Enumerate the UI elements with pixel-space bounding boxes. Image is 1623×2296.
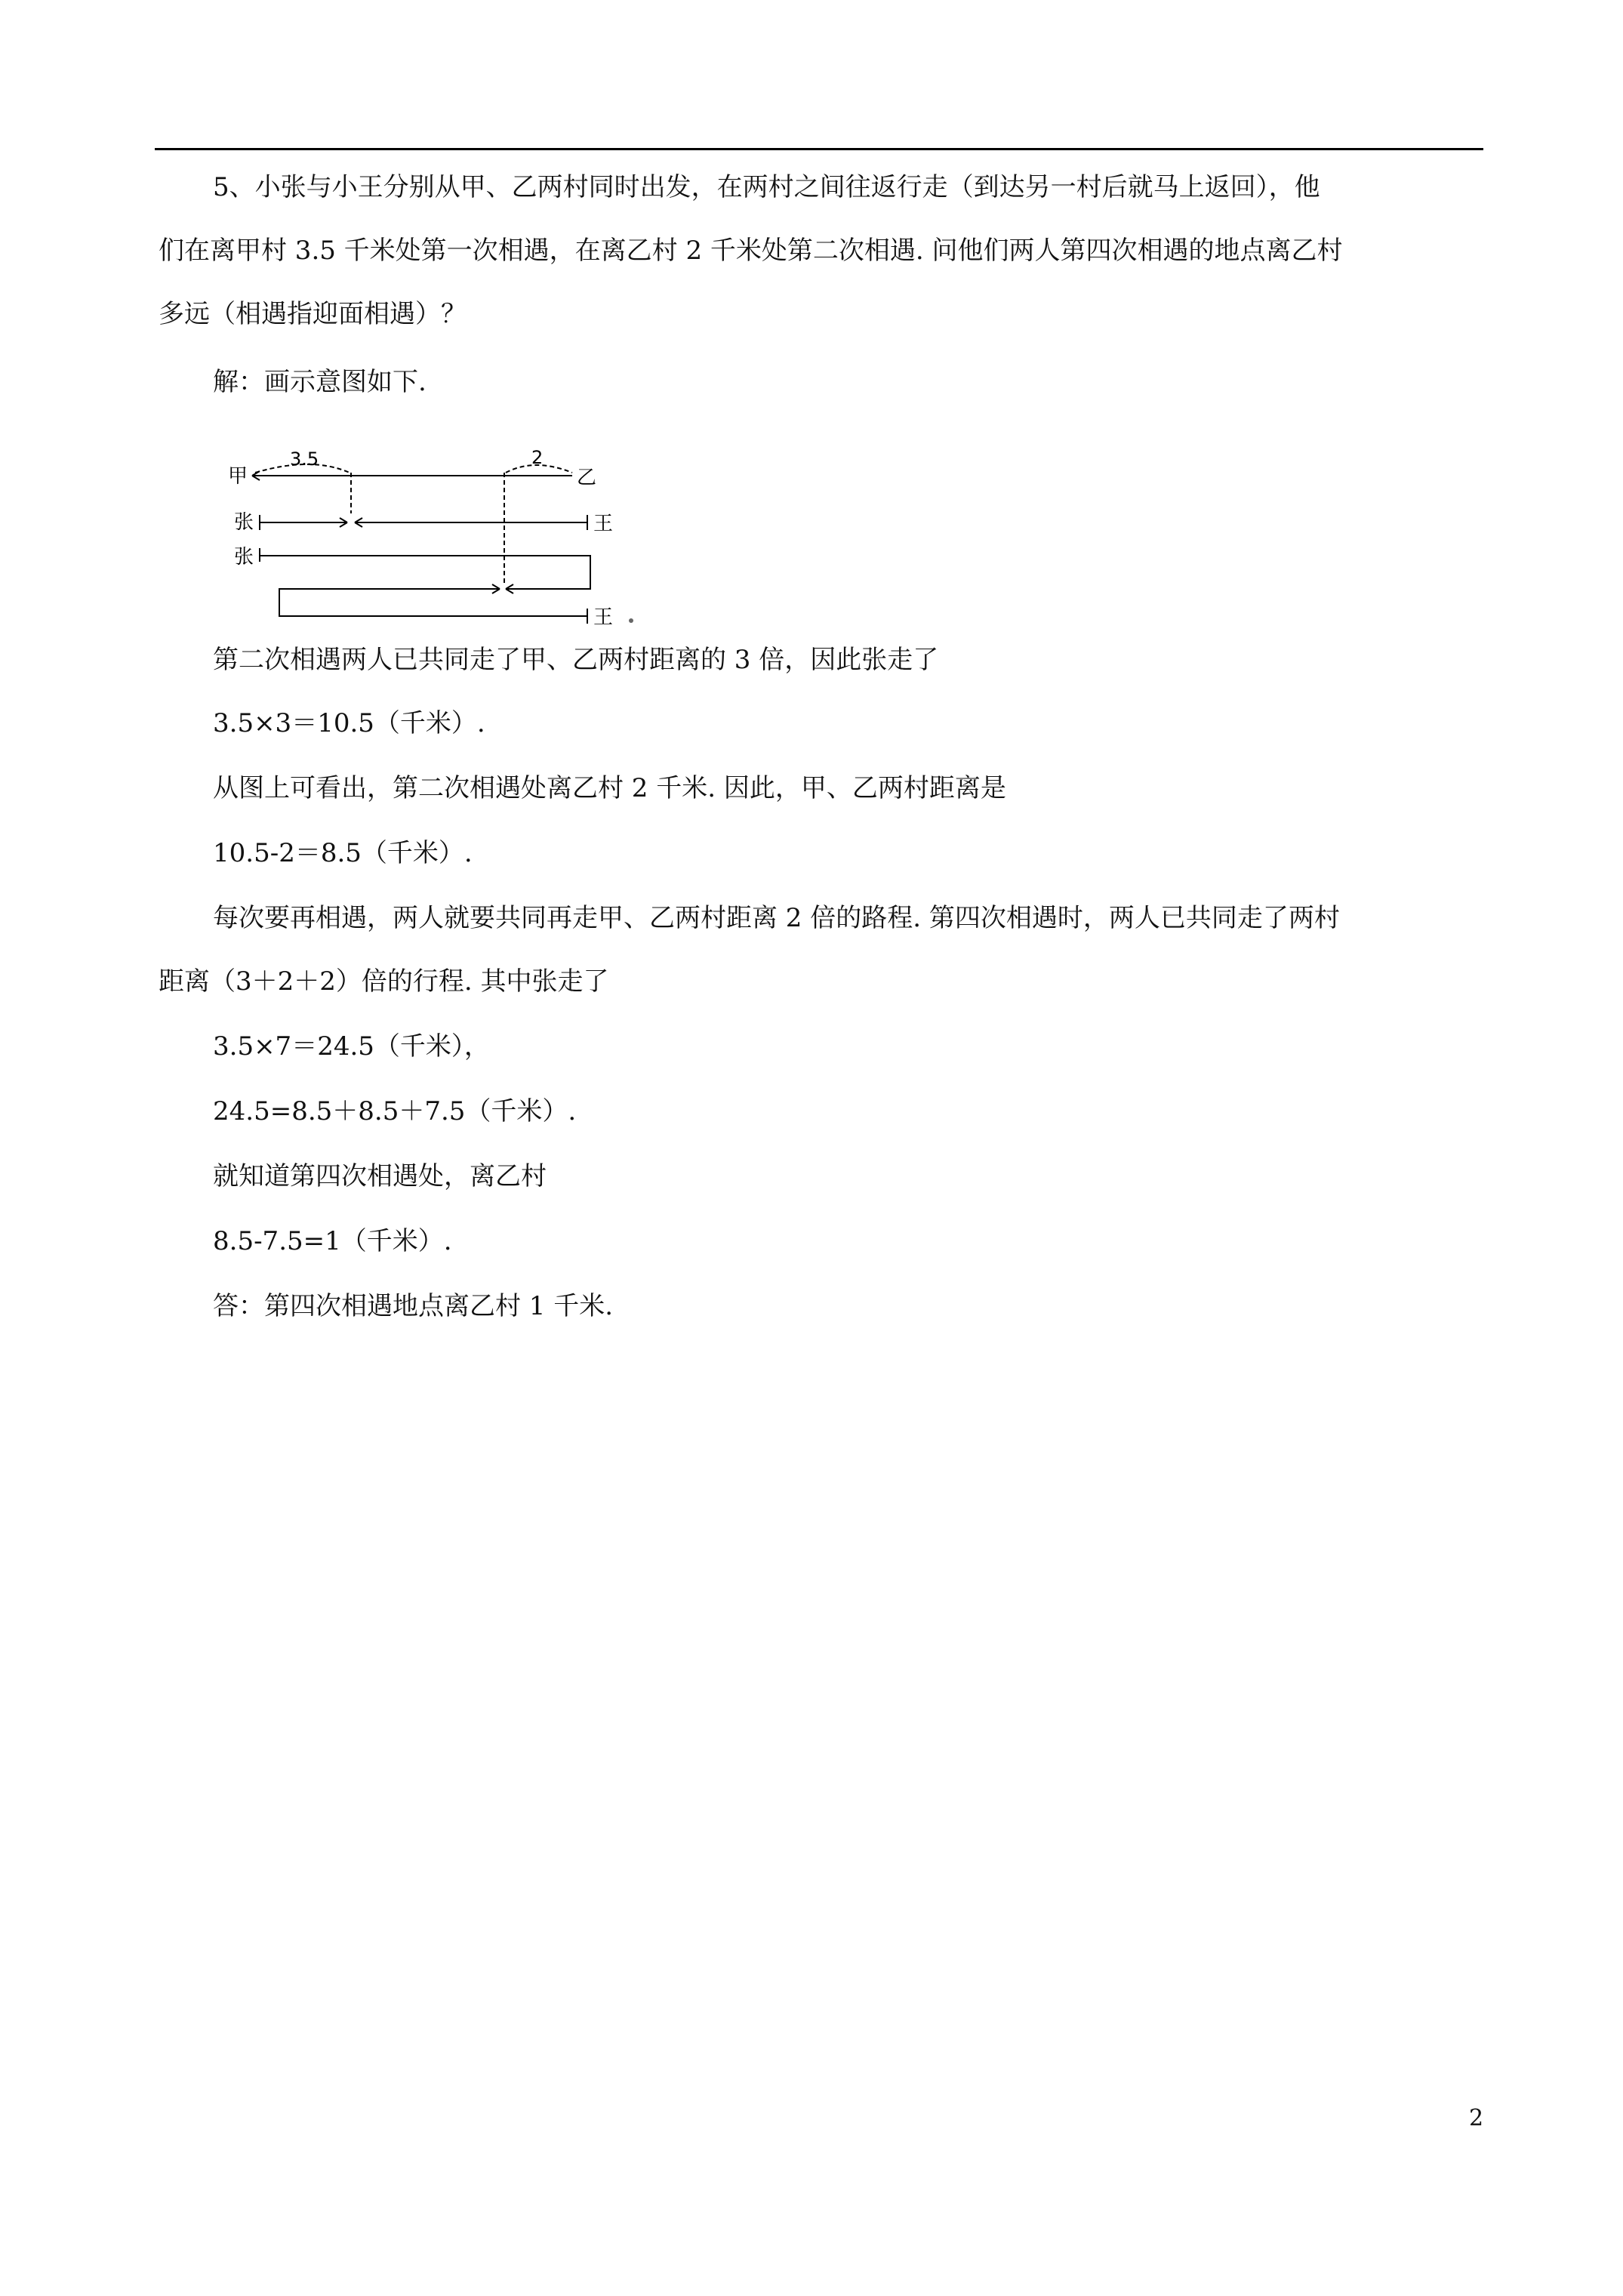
dist-first-label: 3.5 <box>290 450 319 470</box>
stray-dot <box>629 618 633 623</box>
solution-line-2: 3.5×3＝10.5（千米）. <box>213 708 485 738</box>
meeting-diagram <box>225 450 648 631</box>
label-wang-row2: 王 <box>593 513 614 535</box>
label-yi: 乙 <box>577 467 597 489</box>
header-rule <box>155 148 1483 150</box>
solution-line-4: 10.5-2＝8.5（千米）. <box>213 838 473 868</box>
problem-line-3: 多远（相遇指迎面相遇）？ <box>159 299 467 329</box>
label-zhang-row3: 张 <box>234 546 254 569</box>
solution-line-3: 从图上可看出，第二次相遇处离乙村 2 千米. 因此，甲、乙两村距离是 <box>213 773 1006 803</box>
dist-second-label: 2 <box>531 450 544 468</box>
solution-line-6: 距离（3＋2＋2）倍的行程. 其中张走了 <box>159 966 609 997</box>
solution-intro: 解：画示意图如下. <box>213 367 427 397</box>
label-jia: 甲 <box>228 465 248 488</box>
wang-path-row4 <box>279 589 587 616</box>
solution-line-8: 24.5=8.5＋8.5＋7.5（千米）. <box>213 1096 577 1126</box>
label-wang-row4: 王 <box>593 606 614 629</box>
solution-line-10: 8.5-7.5=1（千米）. <box>213 1226 452 1256</box>
solution-line-9: 就知道第四次相遇处，离乙村 <box>213 1161 547 1191</box>
problem-line-1: 5、小张与小王分别从甲、乙两村同时出发，在两村之间往返行走（到达另一村后就马上返回），他 <box>213 172 1320 202</box>
solution-line-1: 第二次相遇两人已共同走了甲、乙两村距离的 3 倍，因此张走了 <box>213 645 939 675</box>
solution-line-5: 每次要再相遇，两人就要共同再走甲、乙两村距离 2 倍的路程. 第四次相遇时，两人已共同走了两村 <box>213 903 1340 933</box>
label-zhang-row2: 张 <box>234 511 254 534</box>
page-number: 2 <box>1469 2105 1484 2131</box>
solution-answer: 答：第四次相遇地点离乙村 1 千米. <box>213 1291 614 1321</box>
problem-line-2: 们在离甲村 3.5 千米处第一次相遇，在离乙村 2 千米处第二次相遇. 问他们两人第四次相遇的地点离乙村 <box>159 236 1343 266</box>
solution-line-7: 3.5×7＝24.5（千米）， <box>213 1031 490 1062</box>
zhang-path-row3 <box>260 556 590 589</box>
